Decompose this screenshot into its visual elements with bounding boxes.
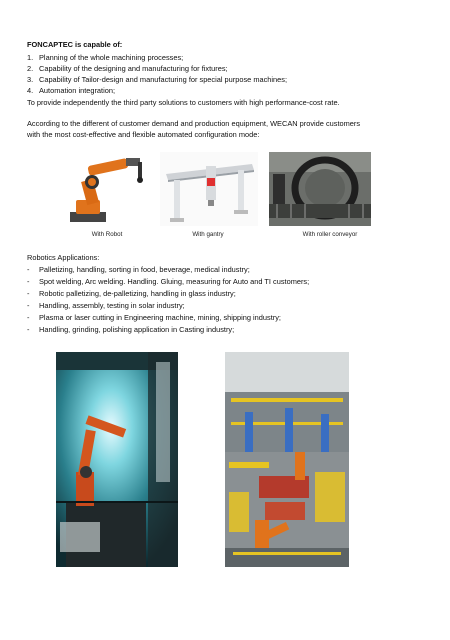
bullet: -	[27, 265, 30, 274]
robotics-item-text: Robotic palletizing, de-palletizing, handling in glass industry;	[39, 289, 236, 298]
robotics-item-text: Handling, grinding, polishing application in Casting industry;	[39, 325, 235, 334]
item-text: Capability of the designing and manufacturing for fixtures;	[39, 64, 228, 73]
figure-caption: With gantry	[192, 231, 224, 238]
item-number: 4.	[27, 86, 34, 95]
robotics-item	[27, 265, 250, 275]
capability-item	[27, 53, 183, 63]
robotics-item	[27, 301, 185, 311]
bullet: -	[27, 277, 30, 286]
item-number: 3.	[27, 75, 34, 84]
industrial-robot-arm-icon	[64, 152, 154, 226]
robotics-item-text: Palletizing, handling, sorting in food, beverage, medical industry;	[39, 265, 250, 274]
robot-welding-cell-photo-icon	[56, 352, 178, 567]
bullet: -	[27, 289, 30, 298]
robotics-item-text: Spot welding, Arc welding. Handling. Gluing, measuring for Auto and TI customers;	[39, 277, 310, 286]
robotics-heading: Robotics Applications:	[27, 253, 100, 262]
roller-conveyor-icon	[269, 152, 371, 226]
item-number: 1.	[27, 53, 34, 62]
item-text: Capability of Tailor-design and manufacturing for special purpose machines;	[39, 75, 287, 84]
item-text: Planning of the whole machining processes;	[39, 53, 184, 62]
robotics-item	[27, 313, 281, 323]
bullet: -	[27, 325, 30, 334]
capability-item	[27, 75, 287, 85]
gantry-system-icon	[160, 152, 258, 226]
capability-item	[27, 86, 115, 96]
item-number: 2.	[27, 64, 34, 73]
figure-caption: With roller conveyor	[302, 231, 358, 238]
figure-caption: With Robot	[91, 231, 123, 238]
robotics-item	[27, 277, 309, 287]
config-paragraph-line: According to the different of customer demand and production equipment, WECAN provide customers	[27, 119, 361, 128]
capability-item	[27, 64, 228, 74]
bullet: -	[27, 301, 30, 310]
config-paragraph-line: with the most cost-effective and flexible automated configuration mode:	[27, 130, 260, 139]
robotics-item	[27, 325, 234, 335]
robotics-item-text: Handling, assembly, testing in solar industry;	[39, 301, 185, 310]
capability-heading: FONCAPTEC is capable of:	[27, 40, 123, 49]
robotics-item-text: Plasma or laser cutting in Engineering machine, mining, shipping industry;	[39, 313, 281, 322]
automotive-production-line-photo-icon	[225, 352, 349, 567]
item-text: Automation integration;	[39, 86, 116, 95]
bullet: -	[27, 313, 30, 322]
robotics-item	[27, 289, 236, 299]
capability-closing: To provide independently the third party solutions to customers with high performance-cost rate.	[27, 98, 340, 107]
